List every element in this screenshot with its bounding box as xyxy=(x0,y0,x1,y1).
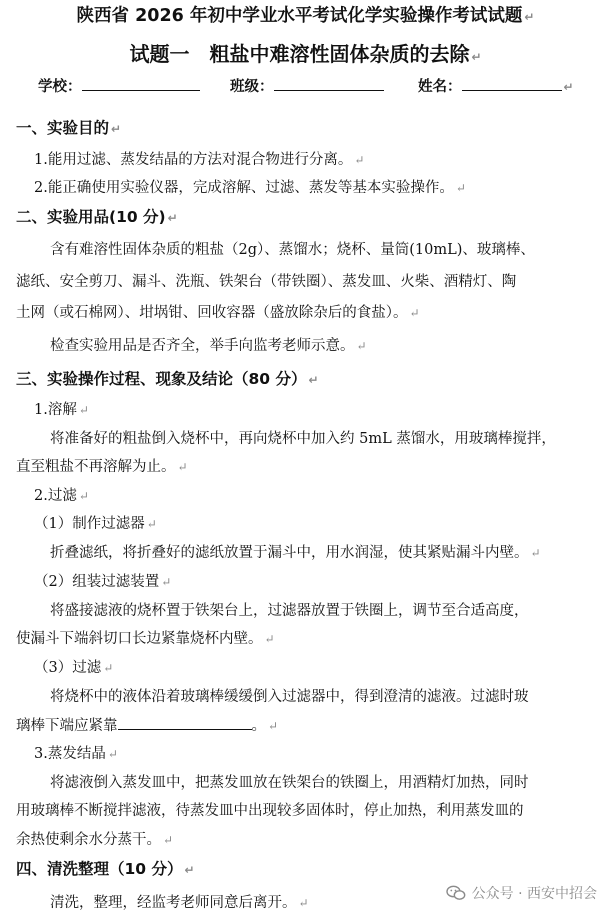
section-heading-purpose: 一、实验目的 ↵ xyxy=(16,119,122,137)
cleanup-line: 清洗，整理，经监考老师同意后离开。 ↵ xyxy=(50,895,309,911)
step-filter-label: 2.过滤 ↵ xyxy=(34,488,89,504)
substep-assemble-label: （2）组装过滤装置 ↵ xyxy=(34,574,172,590)
name-field: 姓名： ↵ xyxy=(418,76,574,97)
materials-line-1: 含有难溶性固体杂质的粗盐（2g）、蒸馏水；烧杯、量筒(10mL)、玻璃棒、 xyxy=(50,242,535,258)
substep-filtering-label: （3）过滤 ↵ xyxy=(34,660,114,676)
evaporate-line-2: 用玻璃棒不断搅拌滤液，待蒸发皿中出现较多固体时，停止加热，利用蒸发皿的 xyxy=(16,803,524,819)
dissolve-line-1: 将准备好的粗盐倒入烧杯中，再向烧杯中加入约 5mL 蒸馏水，用玻璃棒搅拌， xyxy=(50,431,556,447)
assemble-line-2: 使漏斗下端斜切口长边紧靠烧杯内壁。 ↵ xyxy=(16,631,275,647)
wechat-icon xyxy=(446,885,466,901)
section-heading-procedure: 三、实验操作过程、现象及结论（80 分） ↵ xyxy=(16,370,319,388)
materials-line-2: 滤纸、安全剪刀、漏斗、洗瓶、铁架台（带铁圈）、蒸发皿、火柴、酒精灯、陶 xyxy=(16,274,517,290)
school-field: 学校： xyxy=(38,76,200,97)
step-evaporate-label: 3.蒸发结晶 ↵ xyxy=(34,746,118,762)
step-dissolve-label: 1.溶解 ↵ xyxy=(34,402,89,418)
question-title: 试题一 粗盐中难溶性固体杂质的去除 ↵ xyxy=(129,42,482,66)
materials-line-3: 土网（或石棉网）、坩埚钳、回收容器（盛放除杂后的食盐）。 ↵ xyxy=(16,305,420,321)
filtering-line-1: 将烧杯中的液体沿着玻璃棒缓缓倒入过滤器中，得到澄清的滤液。过滤时玻 xyxy=(50,689,529,705)
materials-check: 检查实验用品是否齐全，举手向监考老师示意。 ↵ xyxy=(50,338,367,354)
answer-blank xyxy=(118,715,252,730)
substep-make-filter-label: （1）制作过滤器 ↵ xyxy=(34,516,157,532)
section-heading-cleanup: 四、清洗整理（10 分） ↵ xyxy=(16,860,195,878)
section-heading-materials: 二、实验用品(10 分) ↵ xyxy=(16,208,178,226)
class-field: 班级： xyxy=(230,76,384,97)
purpose-item-1: 1.能用过滤、蒸发结晶的方法对混合物进行分离。 ↵ xyxy=(34,152,365,168)
purpose-item-2: 2.能正确使用实验仪器，完成溶解、过滤、蒸发等基本实验操作。 ↵ xyxy=(34,180,466,196)
wechat-watermark: 公众号 · 西安中招会 xyxy=(446,883,597,903)
filtering-line-2: 璃棒下端应紧靠 。 ↵ xyxy=(16,715,278,736)
exam-title: 陕西省 2026 年初中学业水平考试化学实验操作考试试题 ↵ xyxy=(76,6,535,26)
evaporate-line-3: 余热使剩余水分蒸干。 ↵ xyxy=(16,832,174,848)
dissolve-line-2: 直至粗盐不再溶解为止。 ↵ xyxy=(16,459,188,475)
evaporate-line-1: 将滤液倒入蒸发皿中，把蒸发皿放在铁架台的铁圈上，用酒精灯加热，同时 xyxy=(50,775,529,791)
assemble-line-1: 将盛接滤液的烧杯置于铁架台上，过滤器放置于铁圈上，调节至合适高度， xyxy=(50,603,529,619)
make-filter-line: 折叠滤纸，将折叠好的滤纸放置于漏斗中，用水润湿，使其紧贴漏斗内壁。 ↵ xyxy=(50,545,541,561)
